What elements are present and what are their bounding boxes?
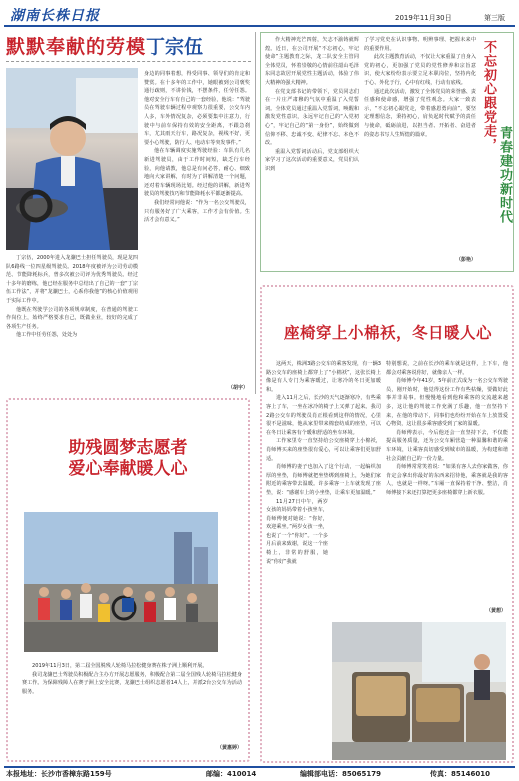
story1-col1 <box>6 254 138 392</box>
story3-signature: （黄想） <box>485 608 506 614</box>
footer-postcode: 邮编：410014 <box>206 770 257 778</box>
story4-text <box>22 662 242 696</box>
wheelchair-marathon-photo-icon <box>24 512 218 652</box>
story1-col2 <box>144 70 250 370</box>
story4-photo <box>24 512 218 652</box>
story2-paragraph: 通过此次活动，激发了全体党员的荣誉感、责任感和使命感，增强了党性观念。大家一致表示，“不忘初心跟党走，带着感恩勇向前”，要坚定理想信念，秉持初心，肩负起时代赋予的责任与使命，砥砺前进，以担当者、开拓者、奋进者的姿态书写人生辉煌的篇章。 <box>364 88 476 138</box>
footer-address: 本报地址：长沙市香樟东路159号 <box>6 770 112 778</box>
story2-paragraph: 了学习党史在认识事物、明辨事理、把握未来中的重要作用。 <box>364 37 476 52</box>
story2-vertical-title-red: 不忘初心跟党走， <box>481 40 496 152</box>
story3-paragraph: 肖师傅今年41岁，5年前正式成为一名公交车驾驶员，刚开始时，他觉得这份工作有些枯燥，要做好此事并非易事。但慢慢地看到他和乘客的交流越来越多，这让他的驾驶工作充满了乐趣，他一直坚持下来，在他的带动下，同事们也纷纷开始在车上放置爱心物资，这让很多乘客感受到了家的温暖。 <box>386 378 508 428</box>
story4-title <box>14 438 242 480</box>
story3-title: 座椅穿上小棉袄，冬日暖人心 <box>283 323 492 342</box>
story1-paragraph: 他在车辆调度实施驾驶经验：车队有几名新进驾驶员，由于工作时间短，缺乏行车经验，向他请教，他总是有问必答，耐心、细致地向大家讲解，有时为了讲解清楚一个问题，还对着车辆现场比划。经过他的讲解，新进驾驶员的驾驶技巧和节能降耗水平都逐渐提高。 <box>144 148 250 198</box>
story3-photo <box>332 622 506 760</box>
story2-col2 <box>364 36 476 268</box>
story2-paragraph: 作大精神光芒四射，矢志不渝铸就辉煌。近日，在公司开展“不忘初心，牢记使命”主题教育之际，龙二队安全主管同全体党员，怀着崇敬的心情前往韶山毛泽东同志故居开展党性主题活动，体验了伟大精神的强大精神。 <box>265 37 359 86</box>
story4-title-line2: 爱心奉献暖人心 <box>68 459 188 479</box>
story2-col1 <box>265 36 359 268</box>
story1-photo <box>6 68 138 250</box>
footer-rule <box>4 766 515 768</box>
footer <box>6 769 514 780</box>
story1-paragraph: 他既在驾驶学公司的各项规章制度，在普通的驾驶工作岗位上，始终严格要求自己，既做业业，较好的完成了各项生产任务。 <box>6 306 138 330</box>
story2-paragraph: 此次主题教育活动，不仅让大家重温了自身入党的初心，更加强了党员的党性修养和宗旨意识，使大家纷纷表示要立足本职岗位，坚持内化于心、外化于行，心中有红线，行动有底线。 <box>364 54 476 86</box>
story1-paragraph: 丁宗伍，2000年进入龙骧巴士担任驾驶员，现是龙四队6路线一位四星级驾驶员。2018年度被评为公司劳动模范、节能降耗标兵，曾多次被公司评为优秀驾驶员。经过十多年的磨练，他已经在服务中总结出了自己的一套“丁宗伍工作法”，并将“龙骧巴士，心系你我他”的核心价值观用于实际工作中。 <box>6 255 138 304</box>
story2-paragraph: 在党支部书记的带领下，党员同志们在一片庄严肃穆的气氛中重温了入党誓词。全体党员通过重温入党誓词，唤醒和激发党性意识，永远牢记自己的“入党初心”，牢记自己的“第一身份”，始终做到信仰不移、忠诚不变、纪律不忘、本色不改。 <box>265 88 359 147</box>
story1-paragraph: 身边的同事着想，得受同事、领导们的肯定和赞赏。在十多年的工作中，她眼被到公司褒奖通行疏则，不讲价钱，不摆条件，任劳任怨。他对安全行车有自己的一套经验，他说：“驾驶员在驾驶车辆过程中观察力很重要，公交车内人多，车外情况复杂，必须要集中注意力，行驶中与前车保持有效的安全距离，不跟急刹车，尤其雨天行车，路况复杂，视线不好，更要小心驾驶，防行人、电动车等突发事件。” <box>144 71 250 146</box>
story1-title-name: 丁宗伍 <box>146 36 204 58</box>
column-divider <box>255 32 256 394</box>
story1-paragraph: 他工作中任劳任怨，处处为 <box>16 332 78 339</box>
footer-phone: 编辑部电话：85065179 <box>300 770 381 778</box>
bus-driver-photo-icon <box>6 68 138 250</box>
story4-signature: （黄惠婷） <box>216 745 242 751</box>
story4-paragraph: 我司龙骧巴士驾驶员积极配合主办方开展志愿服务，积极配合第二届全国残人轮椅马拉松健身赛工作。为保障残障人在赛子洲上安全比赛，龙骧巴士组织志愿者14人上，并派2台公交车为活动服务。 <box>22 671 242 695</box>
story3-col2 <box>386 360 508 618</box>
story4-paragraph: 2019年11月3日，第二届全国脱残人轮椅马拉松健身赛在株子洲上顺利开展。 <box>32 663 208 669</box>
header-rule <box>4 25 515 27</box>
story3-paragraph: 11月27日中午，两岁女孩的妈妈带着小孩坐车，肖师傅便对她说：“你好，欢迎乘坐。”两岁女孩一坐，也说了一个“你好”。一个多月后前来致谢，说这一个座椅上，非常的舒服，她说“你好”我就 <box>266 498 328 565</box>
story2-vertical-title-green: 青春建功新时代 <box>497 126 512 224</box>
story1-title <box>6 32 251 62</box>
story3-paragraph: 特别想说，之前在长沙的乘车就是这样，上下车，他都会对乘客说你好，就像亲人一样。 <box>386 361 508 376</box>
issue-date: 2019年11月30日 <box>395 14 452 22</box>
page-number: 第三版 <box>484 14 505 22</box>
story1-title-prefix: 默默奉献的劳模 <box>6 36 147 58</box>
story3-paragraph: 肖师傅的妻子也加入了这个行动，一起编织加厚的坐垫，肖师傅就把坐垫绑到座椅上，为她们家附近的乘客带去温暖。许多乘客一上车就发现了座垫，说：“感谢车上的小坐垫，让乘车更加温暖。” <box>266 464 381 496</box>
story2-signature: （彭艳） <box>455 257 476 263</box>
bus-seats-photo-icon <box>332 622 506 760</box>
story3-paragraph: 工作家里专一直坚持给公交座椅穿上小棉袄，肖师傅买来的座垫很有爱心，可以让乘客们更加舒适。 <box>266 438 381 462</box>
footer-fax: 传真：85146010 <box>430 770 490 778</box>
story3-paragraph: 这两天，株洲3路公交车的乘客发现，有一辆3路公交车的座椅上都穿上了“小棉袄”，这张长椅上像是有人专门为乘客暖过，让寒冷的冬日更加暖和。 <box>266 361 381 393</box>
story3-paragraph: 肖师傅表示，今后他还会一直坚持下去，不仅能提高服务质量，还为公交车厢营造一种温馨和谐的乘车环境，让乘客真切感受到城市的温暖，为构建和谐社会贡献自己的一份力量。 <box>386 429 508 462</box>
story3-paragraph: 肖师傅常常笑着说：“如果有客人去你家做客，你肯定会拿出你最好的东西来招待他，乘客就是我的客人，也就是一样呀。”车厢一直保持着干净、整洁，肖师傅接下来还打算把更多座椅都穿上新衣服。 <box>386 464 508 496</box>
story4-title-line1: 助残圆梦志愿者 <box>68 438 188 458</box>
story1-signature: （胡宇） <box>227 385 248 391</box>
story2-paragraph: 重温入党誓词活动后，党支部组织大家学习了这次活动的重要意义，党员们认识到 <box>265 148 359 172</box>
masthead <box>10 5 170 25</box>
story3-paragraph: 进入11月之后，长沙的天气逐渐寒冷，有些乘客上了车，一坐在冰冷的椅子上又弹了起来。我司2路公交车的驾驶员肖正根看到这样的情况，心里很不是滋味，他从家里带来棉套纺成的座垫，可以在冬日让乘客有个暖和舒适的坐车环境。 <box>266 395 381 436</box>
paper-name: 湖南长株日报 <box>10 8 100 24</box>
story1-paragraph: 我们经常问他说：“作为一名公交驾驶员，只有服务好了广大乘客，工作才会有价值。生活才会有意义。” <box>144 199 250 224</box>
